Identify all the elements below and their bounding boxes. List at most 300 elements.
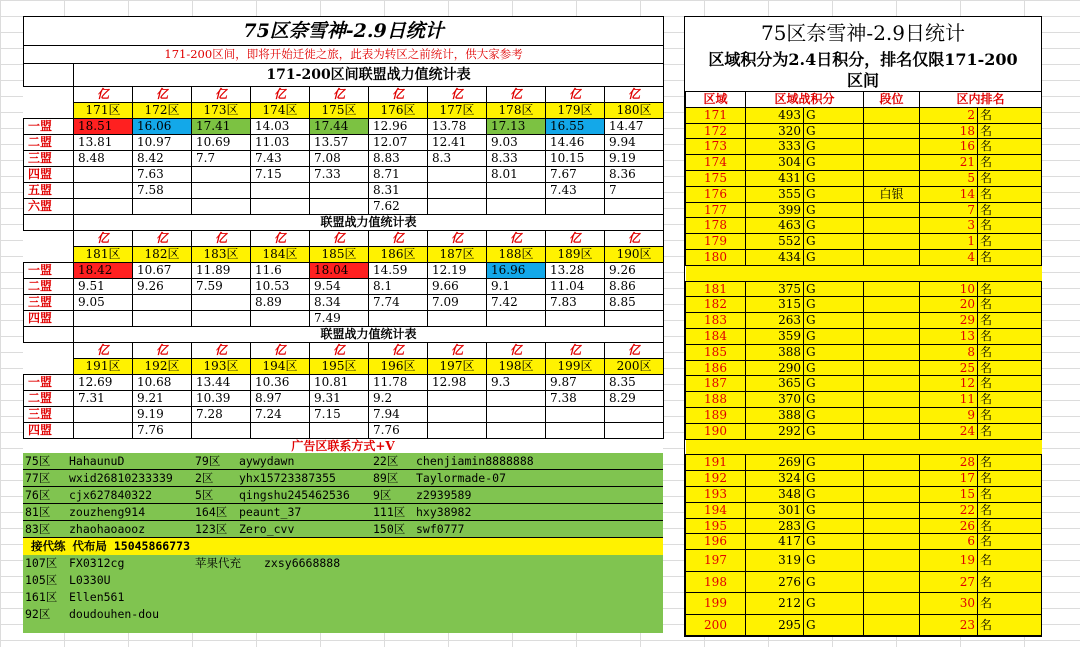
right-subtitle: 区域积分为2.4日积分，排名仅限171-200 区间 <box>708 50 1018 90</box>
unit-label: 亿 <box>605 343 664 359</box>
power-value: 12.19 <box>428 263 487 279</box>
power-value: 11.6 <box>251 263 310 279</box>
unit-label: 亿 <box>546 231 605 247</box>
ranking-cell: G <box>804 502 864 518</box>
ranking-row <box>686 297 1042 313</box>
power-value <box>428 423 487 439</box>
ranking-cell: 191 <box>686 455 746 471</box>
ranking-cell: G <box>804 281 864 297</box>
power-value: 13.78 <box>428 119 487 135</box>
power-value: 11.78 <box>369 375 428 391</box>
ranking-cell: 名 <box>978 614 1042 636</box>
ranking-cell: 190 <box>686 423 746 439</box>
unit-label: 亿 <box>74 87 133 103</box>
ranking-cell: 名 <box>978 518 1042 534</box>
ranking-cell: 20 <box>920 297 978 313</box>
zone-header: 171区 <box>74 103 133 119</box>
ranking-cell: 6 <box>920 534 978 550</box>
ranking-cell: 名 <box>978 328 1042 344</box>
right-title: 75区奈雪神-2.9日统计 <box>760 21 965 45</box>
power-value: 14.03 <box>251 119 310 135</box>
power-value <box>487 199 546 215</box>
ranking-row <box>686 123 1042 139</box>
ranking-cell: 名 <box>978 297 1042 313</box>
ranking-cell: 4 <box>920 249 978 265</box>
ranking-row <box>686 107 1042 123</box>
ranking-panel <box>684 16 1042 637</box>
unit-label: 亿 <box>74 231 133 247</box>
ranking-cell: 名 <box>978 139 1042 155</box>
ranking-cell: 5 <box>920 170 978 186</box>
zone-header: 197区 <box>428 359 487 375</box>
power-value: 18.04 <box>310 263 369 279</box>
power-value: 8.48 <box>74 151 133 167</box>
ranking-cell: 27 <box>920 571 978 593</box>
zone-header: 185区 <box>310 247 369 263</box>
unit-label: 亿 <box>487 343 546 359</box>
power-value: 9.2 <box>369 391 428 407</box>
ranking-cell: 493 <box>746 107 804 123</box>
ranking-cell: 名 <box>978 593 1042 615</box>
power-value: 7.42 <box>487 295 546 311</box>
ranking-cell: G <box>804 170 864 186</box>
power-value <box>487 183 546 199</box>
power-value: 13.81 <box>74 135 133 151</box>
zone-header: 191区 <box>74 359 133 375</box>
zone-header: 184区 <box>251 247 310 263</box>
ranking-cell <box>864 518 920 534</box>
power-value <box>251 183 310 199</box>
ranking-cell: 319 <box>746 550 804 572</box>
ranking-cell: 187 <box>686 376 746 392</box>
power-value <box>428 167 487 183</box>
ranking-row <box>686 202 1042 218</box>
power-value <box>428 311 487 327</box>
power-value: 11.89 <box>192 263 251 279</box>
power-value: 7.15 <box>310 407 369 423</box>
zone-header: 200区 <box>605 359 664 375</box>
ranking-cell: G <box>804 593 864 615</box>
ranking-cell: 194 <box>686 502 746 518</box>
ranking-cell: G <box>804 376 864 392</box>
power-value: 7.63 <box>133 167 192 183</box>
ranking-cell: 370 <box>746 392 804 408</box>
ranking-cell: G <box>804 155 864 171</box>
ranking-row <box>686 313 1042 329</box>
alliance-row <box>24 423 664 439</box>
ranking-cell: 552 <box>746 234 804 250</box>
power-value: 11.04 <box>546 279 605 295</box>
power-value <box>369 311 428 327</box>
zone-header: 195区 <box>310 359 369 375</box>
ranking-cell <box>864 313 920 329</box>
ranking-cell: 名 <box>978 344 1042 360</box>
ranking-cell: 名 <box>978 550 1042 572</box>
power-value: 9.54 <box>310 279 369 295</box>
ranking-row <box>686 139 1042 155</box>
ranking-cell: 348 <box>746 486 804 502</box>
ranking-cell: 白银 <box>864 186 920 202</box>
ranking-cell: 199 <box>686 593 746 615</box>
ranking-row <box>686 502 1042 518</box>
ranking-cell: 名 <box>978 471 1042 487</box>
ranking-row <box>686 534 1042 550</box>
power-value: 8.89 <box>251 295 310 311</box>
power-value: 13.44 <box>192 375 251 391</box>
zone-header: 192区 <box>133 359 192 375</box>
ranking-cell: 463 <box>746 218 804 234</box>
power-value <box>74 407 133 423</box>
power-value: 8.01 <box>487 167 546 183</box>
ranking-row <box>686 360 1042 376</box>
power-value <box>192 423 251 439</box>
ranking-cell: 名 <box>978 123 1042 139</box>
ad-line: 75区 HahaunuD 79区 aywydawn 22区 chenjiamin8888888 <box>23 453 663 470</box>
ranking-cell: 417 <box>746 534 804 550</box>
ranking-cell: 196 <box>686 534 746 550</box>
ranking-cell: G <box>804 344 864 360</box>
unit-label: 亿 <box>369 87 428 103</box>
power-value <box>546 423 605 439</box>
ranking-cell: 23 <box>920 614 978 636</box>
power-value: 7.7 <box>192 151 251 167</box>
ranking-cell: G <box>804 202 864 218</box>
ranking-row <box>686 186 1042 202</box>
ranking-cell: 7 <box>920 202 978 218</box>
power-value: 9.03 <box>487 135 546 151</box>
ranking-cell <box>864 328 920 344</box>
ranking-cell: 18 <box>920 123 978 139</box>
ranking-cell: G <box>804 407 864 423</box>
zone-ranking-table <box>685 91 1042 636</box>
ranking-cell: G <box>804 139 864 155</box>
power-value: 9.26 <box>133 279 192 295</box>
power-value: 8.1 <box>369 279 428 295</box>
ranking-cell: G <box>804 486 864 502</box>
alliance-label: 二盟 <box>24 391 74 407</box>
alliance-row <box>24 135 664 151</box>
alliance-label: 三盟 <box>24 407 74 423</box>
power-value: 7.31 <box>74 391 133 407</box>
unit-label: 亿 <box>369 343 428 359</box>
power-value <box>74 423 133 439</box>
power-value: 8.33 <box>487 151 546 167</box>
ranking-cell: 名 <box>978 407 1042 423</box>
ranking-cell: 388 <box>746 407 804 423</box>
ad-line: 77区 wxid26810233339 2区 yhx15723387355 89区 Taylormade-07 <box>23 470 663 487</box>
ranking-cell: 名 <box>978 534 1042 550</box>
ranking-cell: 184 <box>686 328 746 344</box>
power-value: 12.07 <box>369 135 428 151</box>
zone-header: 183区 <box>192 247 251 263</box>
power-value: 7.28 <box>192 407 251 423</box>
unit-label: 亿 <box>369 231 428 247</box>
power-value <box>310 183 369 199</box>
zone-header: 198区 <box>487 359 546 375</box>
ranking-row <box>686 571 1042 593</box>
ranking-cell <box>864 486 920 502</box>
left-subtitle: 171-200区间联盟战力值统计表 <box>74 64 664 87</box>
zone-header: 199区 <box>546 359 605 375</box>
alliance-label: 一盟 <box>24 375 74 391</box>
unit-label: 亿 <box>133 343 192 359</box>
ranking-cell <box>864 281 920 297</box>
power-value: 14.47 <box>605 119 664 135</box>
ranking-row <box>686 281 1042 297</box>
ranking-cell: 290 <box>746 360 804 376</box>
ranking-cell: 17 <box>920 471 978 487</box>
ranking-cell: G <box>804 234 864 250</box>
ranking-cell <box>864 218 920 234</box>
ranking-cell <box>864 376 920 392</box>
power-value: 8.42 <box>133 151 192 167</box>
ranking-cell: 183 <box>686 313 746 329</box>
unit-label: 亿 <box>251 231 310 247</box>
ranking-cell: 434 <box>746 249 804 265</box>
ad-section <box>23 453 663 633</box>
power-value: 10.68 <box>133 375 192 391</box>
zone-header: 175区 <box>310 103 369 119</box>
ranking-cell: 2 <box>920 107 978 123</box>
ranking-cell: 25 <box>920 360 978 376</box>
alliance-row <box>24 295 664 311</box>
ranking-cell: G <box>804 423 864 439</box>
power-value: 16.55 <box>546 119 605 135</box>
zone-header: 196区 <box>369 359 428 375</box>
power-value: 9.51 <box>74 279 133 295</box>
alliance-row <box>24 263 664 279</box>
power-value <box>133 199 192 215</box>
ranking-cell: G <box>804 218 864 234</box>
power-value: 7.43 <box>546 183 605 199</box>
ranking-cell <box>864 392 920 408</box>
power-value: 7.58 <box>133 183 192 199</box>
power-value: 7.24 <box>251 407 310 423</box>
ranking-cell: 180 <box>686 249 746 265</box>
ranking-cell: 181 <box>686 281 746 297</box>
ranking-row <box>686 328 1042 344</box>
ranking-cell: 30 <box>920 593 978 615</box>
power-value: 8.29 <box>605 391 664 407</box>
ranking-cell <box>864 593 920 615</box>
ranking-cell: 15 <box>920 486 978 502</box>
ranking-cell: 8 <box>920 344 978 360</box>
alliance-label: 二盟 <box>24 135 74 151</box>
power-value <box>428 391 487 407</box>
power-value: 7.74 <box>369 295 428 311</box>
power-value <box>310 199 369 215</box>
power-value: 17.13 <box>487 119 546 135</box>
ranking-cell: 276 <box>746 571 804 593</box>
alliance-label: 四盟 <box>24 311 74 327</box>
unit-label: 亿 <box>251 343 310 359</box>
ranking-cell <box>864 155 920 171</box>
alliance-row <box>24 391 664 407</box>
alliance-label: 一盟 <box>24 119 74 135</box>
power-value: 9.1 <box>487 279 546 295</box>
ranking-cell <box>864 471 920 487</box>
unit-label: 亿 <box>487 87 546 103</box>
power-value: 10.39 <box>192 391 251 407</box>
ranking-cell: 1 <box>920 234 978 250</box>
ranking-cell: 名 <box>978 360 1042 376</box>
alliance-stats-panel <box>23 16 663 633</box>
ranking-cell: 283 <box>746 518 804 534</box>
ranking-cell: 10 <box>920 281 978 297</box>
zone-header: 194区 <box>251 359 310 375</box>
unit-label: 亿 <box>605 231 664 247</box>
power-value: 9.19 <box>133 407 192 423</box>
ranking-cell: 名 <box>978 234 1042 250</box>
power-value: 7.43 <box>251 151 310 167</box>
ranking-cell: G <box>804 534 864 550</box>
ranking-cell: 315 <box>746 297 804 313</box>
power-value: 10.67 <box>133 263 192 279</box>
ranking-cell: 185 <box>686 344 746 360</box>
power-value: 12.41 <box>428 135 487 151</box>
power-value <box>310 423 369 439</box>
power-value: 7.38 <box>546 391 605 407</box>
ranking-row <box>686 218 1042 234</box>
power-value <box>251 199 310 215</box>
power-value <box>487 407 546 423</box>
ranking-cell: 292 <box>746 423 804 439</box>
ranking-cell: 16 <box>920 139 978 155</box>
ranking-cell: 名 <box>978 313 1042 329</box>
unit-label: 亿 <box>133 87 192 103</box>
power-value: 7.62 <box>369 199 428 215</box>
ranking-cell: G <box>804 328 864 344</box>
ranking-cell: 186 <box>686 360 746 376</box>
power-value <box>605 407 664 423</box>
power-value: 9.05 <box>74 295 133 311</box>
ranking-cell: G <box>804 550 864 572</box>
power-value: 8.36 <box>605 167 664 183</box>
ranking-row <box>686 455 1042 471</box>
ranking-cell <box>864 249 920 265</box>
unit-label: 亿 <box>546 343 605 359</box>
ranking-cell: 175 <box>686 170 746 186</box>
ranking-header: 区域 区域战积分 段位 区内排名 <box>686 92 1042 108</box>
ranking-cell: 11 <box>920 392 978 408</box>
power-value: 10.97 <box>133 135 192 151</box>
ranking-cell: 320 <box>746 123 804 139</box>
ranking-cell: 431 <box>746 170 804 186</box>
zone-header: 182区 <box>133 247 192 263</box>
ranking-cell: 359 <box>746 328 804 344</box>
ranking-cell: 名 <box>978 376 1042 392</box>
ranking-cell: 195 <box>686 518 746 534</box>
power-value <box>428 407 487 423</box>
ranking-cell: 176 <box>686 186 746 202</box>
ranking-cell: 177 <box>686 202 746 218</box>
power-value: 12.98 <box>428 375 487 391</box>
ranking-cell: 24 <box>920 423 978 439</box>
ranking-cell <box>864 502 920 518</box>
section-title: 联盟战力值统计表 <box>74 215 664 231</box>
ranking-cell: 304 <box>746 155 804 171</box>
zone-header: 178区 <box>487 103 546 119</box>
power-value <box>133 295 192 311</box>
unit-label: 亿 <box>251 87 310 103</box>
ranking-cell: 263 <box>746 313 804 329</box>
power-value <box>487 311 546 327</box>
ranking-cell: 182 <box>686 297 746 313</box>
ranking-cell: 名 <box>978 502 1042 518</box>
ranking-cell: 22 <box>920 502 978 518</box>
power-value: 8.97 <box>251 391 310 407</box>
ad-line: 76区 cjx627840322 5区 qingshu245462536 9区 z2939589 <box>23 487 663 504</box>
ranking-cell: 399 <box>746 202 804 218</box>
power-value <box>192 167 251 183</box>
unit-label: 亿 <box>428 231 487 247</box>
ranking-cell: G <box>804 249 864 265</box>
power-value: 14.46 <box>546 135 605 151</box>
alliance-row <box>24 407 664 423</box>
alliance-row <box>24 375 664 391</box>
ranking-row <box>686 344 1042 360</box>
ranking-cell <box>864 170 920 186</box>
ranking-cell <box>864 407 920 423</box>
ranking-cell: G <box>804 313 864 329</box>
power-value: 11.03 <box>251 135 310 151</box>
ranking-row <box>686 593 1042 615</box>
power-value <box>605 311 664 327</box>
ranking-cell: 333 <box>746 139 804 155</box>
ranking-cell: 173 <box>686 139 746 155</box>
ranking-cell: 269 <box>746 455 804 471</box>
power-value: 10.69 <box>192 135 251 151</box>
ad-line: 105区 L0330U <box>25 573 111 587</box>
power-value: 9.21 <box>133 391 192 407</box>
alliance-label: 三盟 <box>24 151 74 167</box>
ranking-cell <box>864 423 920 439</box>
power-value <box>192 295 251 311</box>
power-value: 17.44 <box>310 119 369 135</box>
power-value: 7.94 <box>369 407 428 423</box>
zone-header: 173区 <box>192 103 251 119</box>
left-title: 75区奈雪神-2.9日统计 <box>24 17 664 46</box>
ranking-row <box>686 614 1042 636</box>
power-value: 16.96 <box>487 263 546 279</box>
power-value: 10.36 <box>251 375 310 391</box>
ranking-cell: 3 <box>920 218 978 234</box>
alliance-row <box>24 119 664 135</box>
power-value <box>74 311 133 327</box>
power-value <box>192 199 251 215</box>
ad-section-title: 广告区联系方式+V <box>23 439 663 453</box>
ranking-cell: 197 <box>686 550 746 572</box>
power-value <box>487 391 546 407</box>
power-value: 7.76 <box>369 423 428 439</box>
ranking-cell: 9 <box>920 407 978 423</box>
ranking-cell: G <box>804 123 864 139</box>
ranking-cell: 名 <box>978 486 1042 502</box>
ranking-cell: 189 <box>686 407 746 423</box>
ranking-row <box>686 518 1042 534</box>
unit-label: 亿 <box>428 343 487 359</box>
power-value: 10.81 <box>310 375 369 391</box>
power-value: 8.71 <box>369 167 428 183</box>
power-value <box>74 183 133 199</box>
ranking-cell: 名 <box>978 249 1042 265</box>
power-value: 7.49 <box>310 311 369 327</box>
ranking-cell <box>864 571 920 593</box>
ranking-cell: 名 <box>978 202 1042 218</box>
ranking-cell: 212 <box>746 593 804 615</box>
alliance-row <box>24 311 664 327</box>
alliance-power-table <box>23 16 664 439</box>
